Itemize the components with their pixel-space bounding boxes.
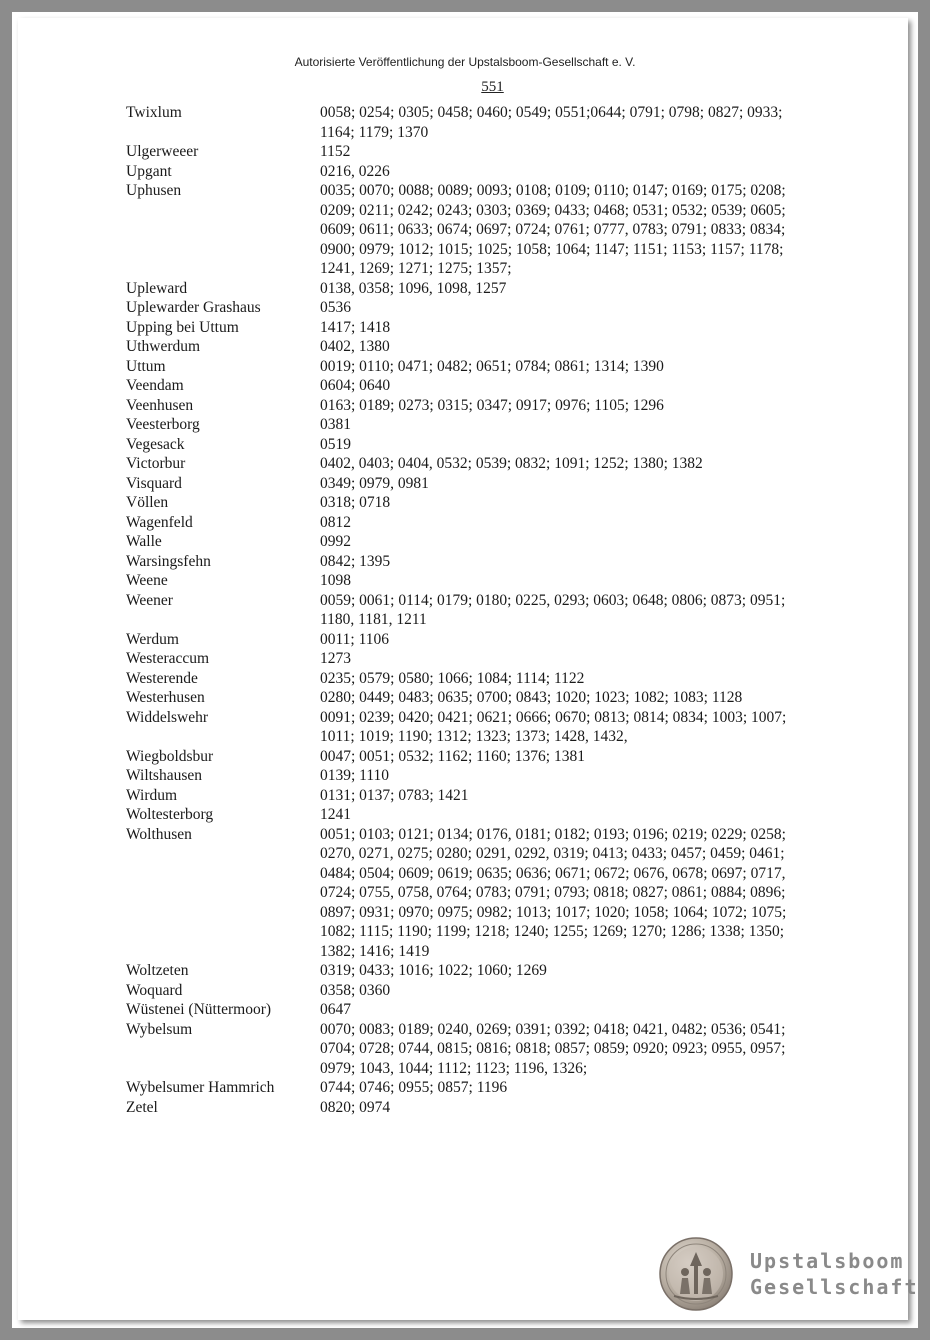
index-entry — [126, 669, 846, 689]
index-entry — [126, 766, 846, 786]
reference-line: 0035; 0070; 0088; 0089; 0093; 0108; 0109; 0110; 0147; 0169; 0175; 0208; — [320, 182, 786, 199]
reference-line: 0402, 1380 — [320, 338, 390, 355]
reference-line: 0704; 0728; 0744, 0815; 0816; 0818; 0857; 0859; 0920; 0923; 0955, 0957; — [320, 1040, 786, 1057]
index-entry — [126, 181, 846, 279]
reference-line: 0812 — [320, 513, 351, 531]
index-entry — [126, 708, 846, 747]
reference-line: 0131; 0137; 0783; 1421 — [320, 786, 469, 804]
reference-line: 0059; 0061; 0114; 0179; 0180; 0225, 0293; 0603; 0648; 0806; 0873; 0951; — [320, 591, 786, 609]
reference-numbers — [320, 454, 846, 474]
index-entry — [126, 552, 846, 572]
place-name: Weene — [126, 572, 168, 589]
reference-line: 0842; 1395 — [320, 552, 391, 570]
reference-line: 0051; 0103; 0121; 0134; 0176, 0181; 0182; 0193; 0196; 0219; 0229; 0258; — [320, 825, 786, 843]
reference-line: 0979; 1043, 1044; 1112; 1123; 1196, 1326; — [320, 1059, 588, 1077]
reference-line: 1273 — [320, 650, 351, 667]
reference-numbers — [320, 493, 846, 513]
reference-line: 0209; 0211; 0242; 0243; 0303; 0369; 0433; 0468; 0531; 0532; 0539; 0605; — [320, 201, 786, 219]
reference-line: 0519 — [320, 435, 351, 453]
reference-numbers — [320, 142, 846, 162]
place-name: Wybelsumer Hammrich — [126, 1079, 275, 1096]
reference-line: 1098 — [320, 572, 351, 589]
index-entry — [126, 688, 846, 708]
society-name — [750, 1248, 919, 1300]
reference-numbers — [320, 181, 846, 279]
reference-line: 0402, 0403; 0404, 0532; 0539; 0832; 1091; 1252; 1380; 1382 — [320, 455, 703, 472]
reference-line: 0058; 0254; 0305; 0458; 0460; 0549; 0551;0644; 0791; 0798; 0827; 0933; — [320, 104, 783, 121]
reference-line: 0139; 1110 — [320, 767, 390, 784]
reference-numbers — [320, 376, 846, 396]
reference-line: 0744; 0746; 0955; 0857; 1196 — [320, 1079, 508, 1096]
place-name: Walle — [126, 533, 162, 550]
place-name: Wybelsum — [126, 1020, 193, 1038]
reference-line: 0280; 0449; 0483; 0635; 0700; 0843; 1020; 1023; 1082; 1083; 1128 — [320, 689, 743, 706]
reference-line: 1382; 1416; 1419 — [320, 942, 430, 960]
index-entry — [126, 376, 846, 396]
place-name: Vegesack — [126, 435, 185, 453]
place-name: Twixlum — [126, 104, 182, 121]
reference-line: 0318; 0718 — [320, 494, 391, 511]
index-entry — [126, 825, 846, 962]
place-name: Uttum — [126, 357, 166, 375]
place-name: Woquard — [126, 981, 183, 999]
place-name: Ulgerweeer — [126, 143, 199, 160]
index-entry — [126, 513, 846, 533]
reference-numbers — [320, 552, 846, 572]
place-name: Zetel — [126, 1098, 158, 1116]
reference-numbers — [320, 571, 846, 591]
index-entry — [126, 981, 846, 1001]
place-name: Wiegboldsbur — [126, 747, 214, 765]
index-entry — [126, 357, 846, 377]
reference-numbers — [320, 630, 846, 650]
reference-numbers — [320, 357, 846, 377]
place-name: Uphusen — [126, 182, 182, 199]
reference-numbers — [320, 318, 846, 338]
place-name: Westerhusen — [126, 689, 205, 706]
index-entry — [126, 1000, 846, 1020]
index-entry — [126, 1098, 846, 1118]
reference-numbers — [320, 279, 846, 299]
reference-line: 0536 — [320, 299, 351, 316]
society-seal-icon — [658, 1236, 734, 1312]
publication-header: Autorisierte Veröffentlichung der Upstalsboom-Gesellschaft e. V. — [294, 55, 636, 69]
reference-line: 1082; 1115; 1190; 1199; 1218; 1240; 1255; 1269; 1270; 1286; 1338; 1350; — [320, 923, 785, 940]
place-name: Westerende — [126, 669, 198, 687]
reference-numbers — [320, 337, 846, 357]
place-name: Wagenfeld — [126, 513, 193, 531]
index-entry — [126, 415, 846, 435]
reference-numbers — [320, 591, 846, 630]
reference-numbers — [320, 805, 846, 825]
place-name: Uthwerdum — [126, 338, 201, 355]
index-entry — [126, 474, 846, 494]
place-index-list — [126, 103, 846, 1117]
reference-numbers — [320, 298, 846, 318]
index-entry — [126, 454, 846, 474]
reference-line: 0047; 0051; 0532; 1162; 1160; 1376; 1381 — [320, 747, 585, 765]
index-entry — [126, 318, 846, 338]
reference-numbers — [320, 649, 846, 669]
reference-line: 0900; 0979; 1012; 1015; 1025; 1058; 1064; 1147; 1151; 1153; 1157; 1178; — [320, 240, 784, 258]
place-name: Wüstenei (Nüttermoor) — [126, 1001, 272, 1018]
reference-numbers — [320, 103, 846, 142]
place-name: Upgant — [126, 162, 172, 180]
place-name: Wirdum — [126, 786, 178, 804]
reference-numbers — [320, 396, 846, 416]
place-name: Veendam — [126, 377, 184, 394]
place-name: Woltesterborg — [126, 806, 214, 823]
place-name: Veenhusen — [126, 396, 194, 414]
reference-numbers — [320, 981, 846, 1001]
reference-numbers — [320, 766, 846, 786]
place-name: Woltzeten — [126, 962, 189, 979]
reference-line: 0216, 0226 — [320, 162, 390, 180]
reference-line: 0019; 0110; 0471; 0482; 0651; 0784; 0861; 1314; 1390 — [320, 357, 664, 375]
reference-line: 0609; 0611; 0633; 0674; 0697; 0724; 0761; 0777, 0783; 0791; 0833; 0834; — [320, 221, 786, 238]
index-entry — [126, 1078, 846, 1098]
reference-numbers — [320, 1098, 846, 1118]
reference-numbers — [320, 1020, 846, 1079]
reference-numbers — [320, 415, 846, 435]
reference-line: 0270, 0271, 0275; 0280; 0291, 0292, 0319; 0413; 0433; 0457; 0459; 0461; — [320, 845, 785, 862]
reference-line: 1011; 1019; 1190; 1312; 1323; 1373; 1428, 1432, — [320, 728, 628, 745]
reference-line: 0897; 0931; 0970; 0975; 0982; 1013; 1017; 1020; 1058; 1064; 1072; 1075; — [320, 903, 787, 921]
reference-numbers — [320, 961, 846, 981]
place-name: Uplewarder Grashaus — [126, 299, 261, 316]
reference-line: 0070; 0083; 0189; 0240, 0269; 0391; 0392; 0418; 0421, 0482; 0536; 0541; — [320, 1020, 786, 1038]
reference-numbers — [320, 162, 846, 182]
reference-numbers — [320, 1078, 846, 1098]
reference-line: 1152 — [320, 143, 351, 160]
reference-line: 0724; 0755, 0758, 0764; 0783; 0791; 0793; 0818; 0827; 0861; 0884; 0896; — [320, 884, 786, 901]
index-entry — [126, 1020, 846, 1079]
place-name: Upping bei Uttum — [126, 318, 239, 336]
page-number: 551 — [481, 79, 504, 95]
reference-line: 0235; 0579; 0580; 1066; 1084; 1114; 1122 — [320, 669, 585, 687]
index-entry — [126, 337, 846, 357]
reference-numbers — [320, 786, 846, 806]
index-entry — [126, 591, 846, 630]
place-name: Widdelswehr — [126, 708, 209, 726]
reference-line: 0484; 0504; 0609; 0619; 0635; 0636; 0671; 0672; 0676, 0678; 0697; 0717, — [320, 864, 786, 882]
place-name: Visquard — [126, 474, 182, 492]
place-name: Warsingsfehn — [126, 552, 211, 570]
reference-line: 0091; 0239; 0420; 0421; 0621; 0666; 0670; 0813; 0814; 0834; 1003; 1007; — [320, 708, 787, 726]
reference-line: 0820; 0974 — [320, 1098, 391, 1116]
reference-numbers — [320, 513, 846, 533]
reference-numbers — [320, 532, 846, 552]
index-entry — [126, 961, 846, 981]
reference-line: 0138, 0358; 1096, 1098, 1257 — [320, 279, 507, 297]
reference-numbers — [320, 435, 846, 455]
reference-line: 1164; 1179; 1370 — [320, 123, 429, 141]
place-name: Wolthusen — [126, 825, 192, 843]
reference-numbers — [320, 474, 846, 494]
index-entry — [126, 142, 846, 162]
reference-numbers — [320, 688, 846, 708]
index-entry — [126, 493, 846, 513]
index-entry — [126, 435, 846, 455]
reference-line: 1241, 1269; 1271; 1275; 1357; — [320, 260, 512, 277]
reference-numbers — [320, 825, 846, 962]
place-name: Wiltshausen — [126, 767, 203, 784]
index-entry — [126, 805, 846, 825]
place-name: Upleward — [126, 279, 188, 297]
index-entry — [126, 298, 846, 318]
reference-line: 0604; 0640 — [320, 377, 391, 394]
society-logo — [658, 1236, 919, 1316]
place-name: Veesterborg — [126, 416, 200, 433]
index-entry — [126, 786, 846, 806]
reference-numbers — [320, 669, 846, 689]
reference-line: 1241 — [320, 806, 351, 823]
index-entry — [126, 396, 846, 416]
reference-numbers — [320, 708, 846, 747]
reference-line: 0011; 1106 — [320, 630, 390, 648]
reference-line: 0349; 0979, 0981 — [320, 474, 429, 492]
place-name: Völlen — [126, 494, 169, 511]
society-name-line1: Upstalsboom — [750, 1249, 905, 1273]
place-name: Westeraccum — [126, 650, 210, 667]
reference-line: 0992 — [320, 533, 351, 550]
reference-line: 0163; 0189; 0273; 0315; 0347; 0917; 0976; 1105; 1296 — [320, 396, 664, 414]
reference-numbers — [320, 1000, 846, 1020]
place-name: Victorbur — [126, 455, 186, 472]
reference-line: 1180, 1181, 1211 — [320, 611, 427, 628]
reference-line: 0381 — [320, 416, 351, 433]
reference-line: 0319; 0433; 1016; 1022; 1060; 1269 — [320, 962, 547, 979]
index-entry — [126, 162, 846, 182]
place-name: Werdum — [126, 630, 179, 648]
society-name-line2: Gesellschaft — [750, 1275, 919, 1299]
reference-numbers — [320, 747, 846, 767]
index-entry — [126, 630, 846, 650]
place-name: Weener — [126, 591, 173, 609]
index-entry — [126, 649, 846, 669]
reference-line: 1417; 1418 — [320, 318, 391, 336]
index-entry — [126, 571, 846, 591]
index-entry — [126, 532, 846, 552]
index-entry — [126, 103, 846, 142]
reference-line: 0647 — [320, 1001, 351, 1018]
index-entry — [126, 747, 846, 767]
index-entry — [126, 279, 846, 299]
reference-line: 0358; 0360 — [320, 981, 391, 999]
